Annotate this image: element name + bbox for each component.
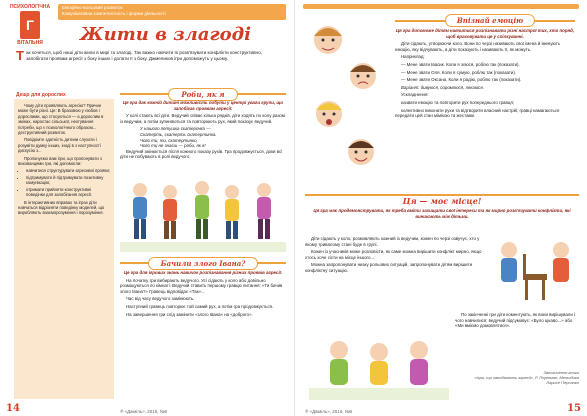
children-playing-illustration — [120, 172, 286, 252]
section-paragraph: По закінченні гри діти коментують, як вони вирішували і чого навчилися; ведучий підсумовує: «Було цікаво...» або «Ми вміємо домовлятися». — [455, 312, 575, 329]
section-2-body — [120, 270, 286, 319]
side-paragraph: Чому діти проявляють агресію? Причин може бути різні. Це: В бразовою у любов і дорослими, що стосуються — а дорослим в змінах, наростає сільської, нехтування потреби, що є психологічного образою... деструктивний розвиток. — [18, 103, 104, 136]
section-paragraph: На початку гри вибирають ведучого. Усі сідають у коло або довільно розміщуються по кімнаті. Ведучий ставить першому гравцю питання: «Ти бачив злого Івана?» Гравець відповідає «Так»... — [120, 277, 283, 294]
list-item: • отримати прийняти конструктивні поведінки для запобігання агресії. — [26, 187, 110, 198]
emotions-faces-illustration — [303, 18, 389, 188]
section-title-tse-moie-mistse: Ця — моє місце! — [402, 196, 482, 206]
adults-column — [14, 99, 114, 399]
right-page — [294, 0, 587, 416]
section-title-vpiznai-emotsiiu: Впізнай емоцію — [445, 14, 535, 27]
header-line-2: Комунікативна компетентність і форми діяльності — [62, 11, 166, 16]
logo-top: ПСИХОЛОГІЧНА — [9, 4, 51, 10]
side-paragraph: В інтерактивних вправах та іграх діти навчаться відрізняти поведінку моделей, що виробляють взаєморозуміння і порозуміння. — [18, 199, 105, 216]
section-paragraph: Діти сідають, утворюючи коло. Вони по черзі називають свої імена й іменують емоцію, яку відчувають, а діти показують і називають її, як можуть. — [395, 41, 561, 52]
section-paragraph: Ускладнення: — [401, 92, 429, 98]
logo-letter: Г — [20, 11, 40, 39]
magazine-logo — [6, 4, 54, 48]
poem-line: У нашого петушка скатерочка — — [140, 126, 211, 132]
section-title-zlyi-ivan: Бачили злого Івана? — [148, 257, 258, 270]
page-number: 15 — [567, 403, 581, 414]
page-footer: ® «Джміль», 2016, №9 — [120, 409, 168, 414]
reference-note — [471, 370, 579, 385]
section-title-roby-yak-ya: Роби, як я — [168, 88, 238, 101]
section-3-body — [395, 28, 575, 121]
side-paragraph: Повідомте здатність дитини слухати і розуміти думку інших, іноді в з наступності дискусію з... — [18, 137, 101, 154]
intro-text: ак хочеться, щоб наші діти жили в мирі та злагоді. Так важко навчити їх розв'язувати конфлікти конструктивно, запобігати проявам агресії з боку інших і долати її з боку. Джмеликов ігри допоможуть у цьому. — [25, 50, 262, 61]
poem — [120, 126, 286, 148]
list-item: колективно виконати рухи та відтворити власний настрій, гравці намагаються передати цей стан мімікою та жестами. — [395, 107, 560, 119]
list-item: • навчитися структурувати агресивні прояви; — [26, 168, 110, 173]
section-paragraph: — Мене звати Оксана. Коли я радію, роблю так (показати). — [401, 77, 522, 83]
section-lead: Це гра дає кожній дитині можливість побути у центрі уваги групи, що запобігає проявам агресії. — [122, 100, 284, 111]
page-footer: ® «Джміль», 2016, №9 — [305, 409, 353, 414]
intro-paragraph — [16, 50, 284, 62]
side-paragraph: Пропонуємо вам ігри, що пропонувати з вихованцями гри, які допомогли: — [18, 155, 102, 167]
reference-title: Запозичення книги — [543, 370, 579, 375]
section-paragraph: Можна запропонувати низку рольових ситуацій, запропонувати дітям вирішити конфліктну ситуацію. — [305, 262, 473, 273]
page-number: 14 — [6, 403, 20, 414]
section-1-body — [120, 100, 286, 162]
list-item: • підтримувати й підтримувати позитивну комунікацію; — [26, 175, 110, 186]
poem-line: Скатерть, скатерть скатертинка. — [140, 131, 217, 137]
adults-heading: Дещо для дорослих — [16, 92, 66, 98]
section-paragraph: Наступний гравець повторює той самий рух, а потім гра продовжується. — [126, 303, 274, 309]
section-lead: Ця гра допоможе дітям навчитися розпізнавати різні настрої тих, хто поряд, щоб враховувати це у спілкуванні. — [395, 28, 575, 39]
drop-cap: Т — [16, 48, 24, 63]
section-paragraph: — Мене звати Івасик. Коли я злюся, роблю так (показати). — [401, 61, 520, 67]
section-paragraph: Ведучий змінюється після кожного показу рухів. Гра продовжується, доки всі діти не побувають в ролі ведучого. — [120, 148, 283, 160]
section-paragraph: Діти сідають у коло, розмовляють кожний із ведучим, кожен по черзі озвучує, хто у якому тривалому стані буде в групі. — [305, 236, 480, 247]
section-paragraph: На завершення гри слід замінити «злого Івана» на «доброго». — [126, 311, 253, 317]
section-paragraph: Наприклад: — [401, 54, 425, 60]
side-list — [26, 168, 110, 197]
section-paragraph: Час від часу ведучого замінюють. — [126, 296, 195, 302]
section-4-summary — [455, 312, 579, 331]
game-scene-illustration — [309, 330, 449, 400]
section-variant: Варіант: дивуюся, соромлюся, лякаюся. — [401, 84, 484, 90]
header-line-1: Емоційно-вольовий розвиток — [62, 5, 123, 10]
poem-line: Чого ти, ти, скатертинко, — [140, 137, 198, 143]
section-lead: Ця гра має продемонструвати, як треба вміти захищати свої інтереси та як мирно розв'язувати конфлікти, які виникають між дітьми. — [313, 208, 571, 219]
logo-bottom: ВІТАЛЬНЯ — [17, 40, 43, 46]
section-4-body — [305, 208, 579, 221]
section-paragraph: У колі стають всі діти. Ведучий співає кілька рядків, діти ходять по колу разом із ведучим, а потім зупиняються та повторюють рух, який показує ведучий. — [120, 113, 285, 124]
section-4-text — [305, 236, 485, 276]
section-paragraph: — Мене звати Оля. Коли я сумую, роблю так (показати). — [401, 69, 517, 75]
list-item: назвати емоцію та повторити рух попереднього гравця; — [401, 99, 514, 105]
header-band — [58, 4, 286, 20]
left-page — [0, 0, 293, 416]
poem-line: Чого ти не знаєш — роби, як я! — [140, 143, 206, 149]
children-chair-illustration — [491, 230, 579, 310]
section-lead: Це гра для ігрових знань навичок розпізнавання різних проявів агресії. — [123, 270, 283, 275]
section-paragraph: Кожен із учасників може розповісти, як саме можна вирішити конфлікт мирно, якщо хтось хоче сісти на місце іншого... — [305, 249, 482, 260]
reference-text: «Ігри, що запобігають агресії», Р. Портман; Методика Ларисе Персанко — [474, 375, 579, 385]
header-band — [303, 4, 579, 9]
page-title: Жити в злагоді — [80, 24, 251, 45]
